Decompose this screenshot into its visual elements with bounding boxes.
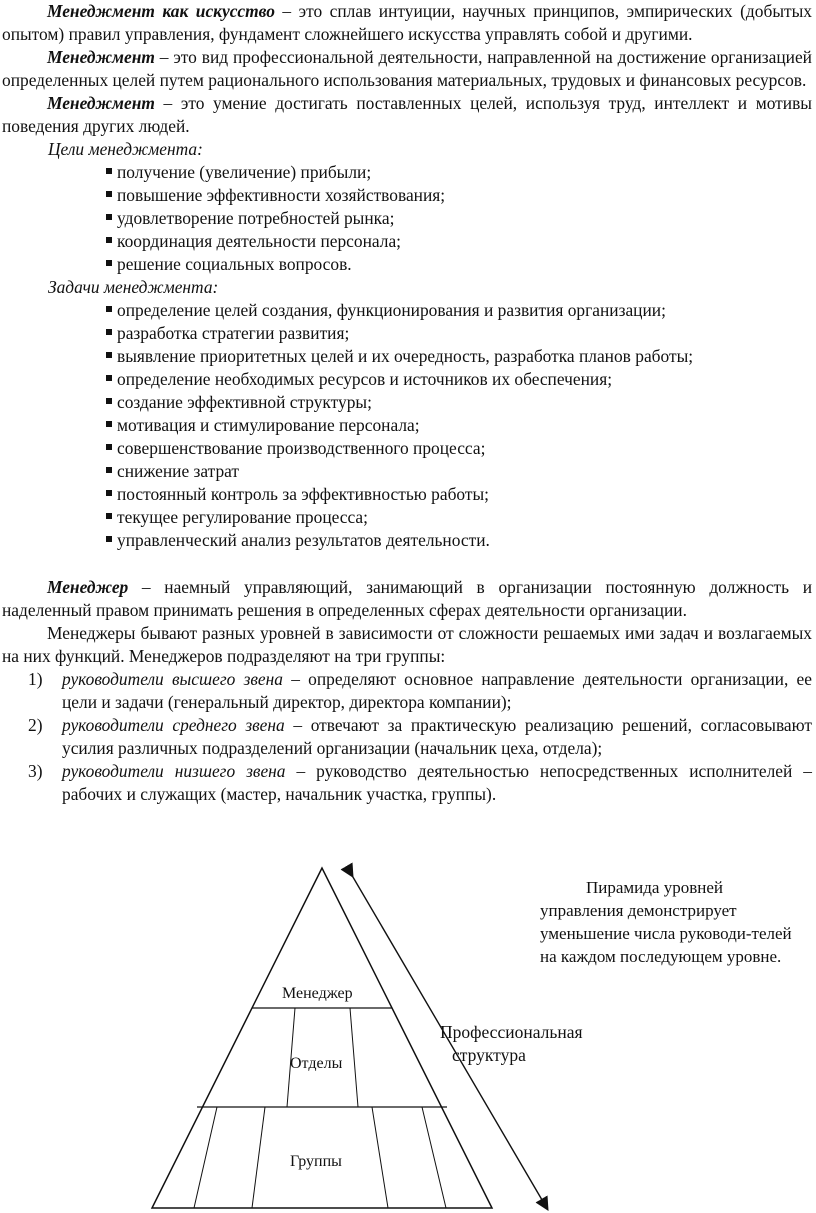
list-item [2,668,812,714]
list-number: 1) [28,669,43,689]
level-term: руководители среднего звена [62,715,285,735]
list-item: текущее регулирование процесса; [106,506,812,529]
professional-structure-label [440,1021,583,1067]
list-item: выявление приоритетных целей и их очередность, разработка планов работы; [106,345,812,368]
list-item: мотивация и стимулирование персонала; [106,414,812,437]
list-item: определение целей создания, функционирования и развития организации; [106,299,812,322]
pyramid-label-manager: Менеджер [282,985,353,1002]
tasks-heading: Задачи менеджмента: [48,277,219,297]
definition-text: – это вид профессиональной деятельности, направленной на достижение организацией определенных целей путем рационального использования материальных, трудовых и финансовых ресурсов. [2,47,812,90]
pyramid-label-groups: Группы [290,1153,342,1170]
list-item: определение необходимых ресурсов и источников их обеспечения; [106,368,812,391]
list-number: 3) [28,761,43,781]
levels-list [2,668,812,806]
definition-text: – это сплав интуиции, научных принципов, эмпирических (добытых опытом) правил управления, фундамент сложнейшего искусства управлять собой и другими. [2,1,812,44]
list-item: создание эффективной структуры; [106,391,812,414]
department-divider [350,1008,358,1107]
manager-definition [2,576,812,622]
definition-term: Менеджмент [47,47,155,67]
list-item: получение (увеличение) прибыли; [106,161,812,184]
level-text: – руководство деятельностью непосредственных исполнителей – рабочих и служащих (мастер, начальник участка, группы). [62,761,812,804]
list-item: постоянный контроль за эффективностью работы; [106,483,812,506]
list-item: разработка стратегии развития; [106,322,812,345]
goals-list [2,161,812,276]
list-item: управленческий анализ результатов деятельности. [106,529,812,552]
caption-line-1: Пирамида уровней [586,878,723,897]
definition-1 [2,0,812,46]
list-item [2,760,812,806]
blank-line [2,552,812,576]
level-term: руководители низшего звена [62,761,286,781]
list-number: 2) [28,715,43,735]
definition-2 [2,46,812,92]
level-term: руководители высшего звена [62,669,283,689]
group-divider [194,1107,217,1208]
list-item: совершенствование производственного процесса; [106,437,812,460]
group-divider [422,1107,446,1208]
list-item [2,714,812,760]
pyramid-caption [540,876,802,968]
list-item: снижение затрат [106,460,812,483]
levels-intro: Менеджеры бывают разных уровней в зависимости от сложности решаемых ими задач и возлагаемых на них функций. Менеджеров подразделяют на три группы: [2,623,812,666]
manager-text: – наемный управляющий, занимающий в организации постоянную должность и наделенный правом принимать решения в определенных сферах деятельности организации. [2,577,812,620]
goals-heading: Цели менеджмента: [48,139,203,159]
management-pyramid-diagram [0,856,816,1213]
pyramid-label-departments: Отделы [290,1055,343,1072]
group-divider [252,1107,265,1208]
side-label-line-2: структура [452,1045,526,1065]
definition-text: – это умение достигать поставленных целей, используя труд, интеллект и мотивы поведения других людей. [2,93,812,136]
list-item: удовлетворение потребностей рынка; [106,207,812,230]
level-text: – отвечают за практическую реализацию решений, согласовывают усилия различных подразделений организации (начальник цеха, отдела); [62,715,813,758]
caption-rest: управления демонстрирует уменьшение числа руководи-телей на каждом последующем уровне. [540,901,792,966]
group-divider [372,1107,388,1208]
definition-3 [2,92,812,138]
list-item: решение социальных вопросов. [106,253,812,276]
list-item: повышение эффективности хозяйствования; [106,184,812,207]
tasks-list [2,299,812,552]
list-item: координация деятельности персонала; [106,230,812,253]
manager-term: Менеджер [47,577,129,597]
side-label-line-1: Профессиональная [440,1022,583,1042]
level-text: – определяют основное направление деятельности организации, ее цели и задачи (генеральный директор, директора компании); [62,669,812,712]
definition-term: Менеджмент как искусство [47,1,275,21]
definition-term: Менеджмент [47,93,155,113]
